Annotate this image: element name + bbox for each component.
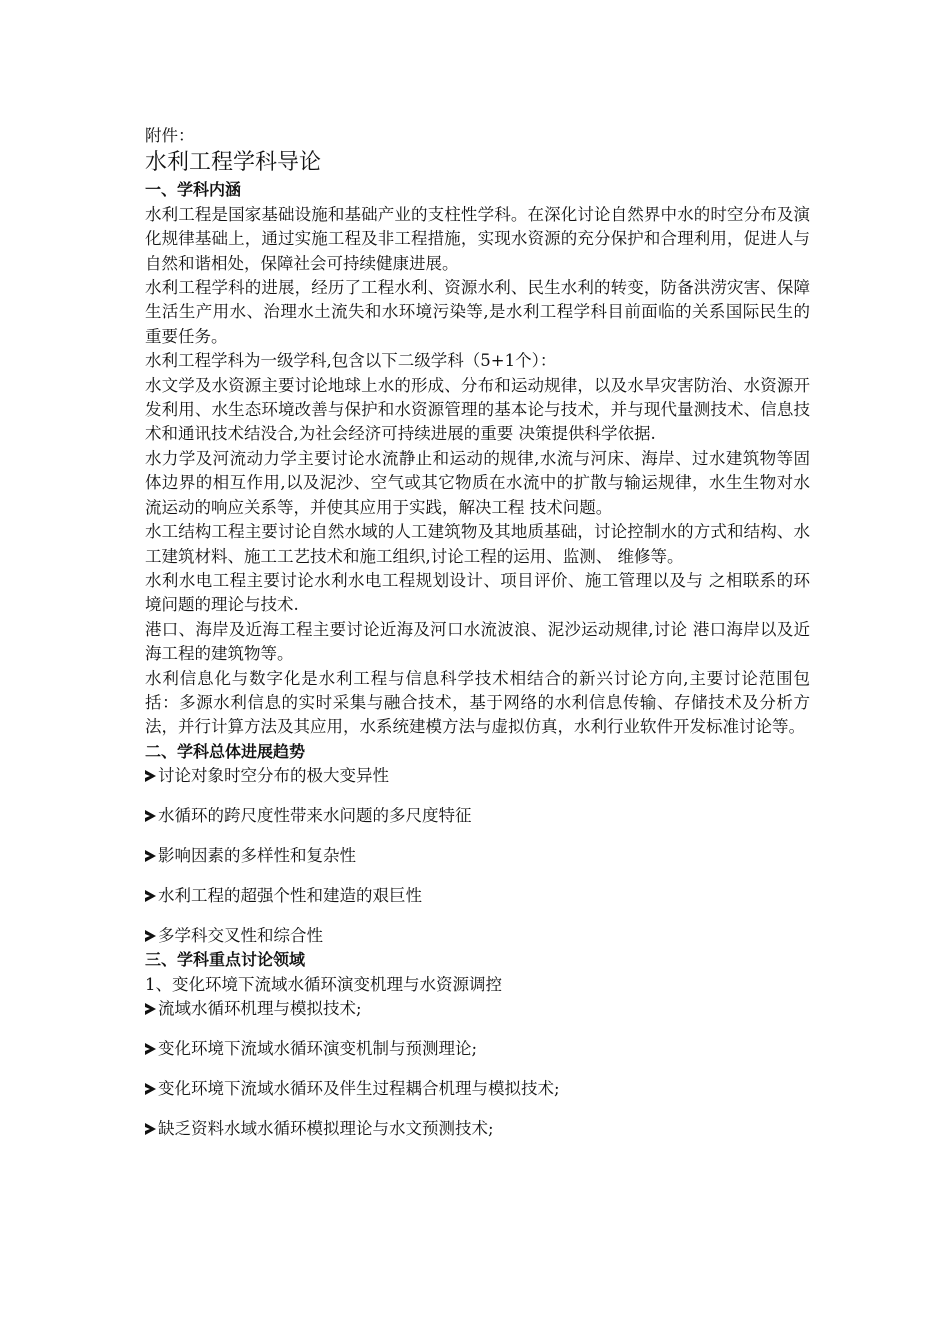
document-page — [145, 124, 810, 1157]
paragraph: 水利工程是国家基础设施和基础产业的支柱性学科。在深化讨论自然界中水的时空分布及演化规律基础上，通过实施工程及非工程措施，实现水资源的充分保护和合理利用，促进人与自然和谐相处，保障社会可持续健康进展。 — [145, 204, 810, 273]
list-item-text: 影响因素的多样性和复杂性 — [158, 846, 356, 866]
list-item-text: 讨论对象时空分布的极大变异性 — [158, 766, 389, 786]
document-title: 水利工程学科导论 — [145, 150, 322, 176]
attachment-label: 附件： — [145, 126, 195, 145]
list-item-text: 变化环境下流域水循环演变机制与预测理论; — [158, 1039, 478, 1059]
subheading: 1、变化环境下流域水循环演变机理与水资源调控 — [145, 974, 502, 994]
list-item-text: 缺乏资料水域水循环模拟理论与水文预测技术; — [158, 1119, 494, 1139]
arrow-bullet-icon — [145, 890, 156, 902]
arrow-bullet-icon — [145, 1043, 156, 1055]
list-item — [145, 1037, 810, 1061]
section-body-connotation — [145, 203, 810, 740]
list-item — [145, 1077, 810, 1101]
focus-list — [145, 997, 810, 1141]
list-item-text: 流域水循环机理与模拟技术; — [158, 999, 362, 1019]
paragraph: 水文学及水资源主要讨论地球上水的形成、分布和运动规律，以及水旱灾害防治、水资源开发利用、水生态环境改善与保护和水资源管理的基本论与技术，并与现代量测技术、信息技术和通讯技术结没合,为社会经济可持续进展的重要 决策提供科学依据. — [145, 375, 810, 444]
section-heading-trends: 二、学科总体进展趋势 — [145, 741, 306, 761]
list-item — [145, 884, 810, 908]
list-item-text: 水利工程的超强个性和建造的艰巨性 — [158, 886, 422, 906]
list-item-text: 水循环的跨尺度性带来水问题的多尺度特征 — [158, 806, 472, 826]
arrow-bullet-icon — [145, 1083, 156, 1095]
list-item — [145, 764, 810, 788]
arrow-bullet-icon — [145, 810, 156, 822]
list-item — [145, 924, 810, 948]
list-item — [145, 1117, 810, 1141]
paragraph: 港口、海岸及近海工程主要讨论近海及河口水流波浪、泥沙运动规律,讨论 港口海岸以及近海工程的建筑物等。 — [145, 619, 810, 664]
section-heading-focus-areas: 三、学科重点讨论领域 — [145, 950, 306, 970]
section-heading-connotation: 一、学科内涵 — [145, 180, 242, 200]
arrow-bullet-icon — [145, 1003, 156, 1015]
paragraph: 水利工程学科为一级学科,包含以下二级学科（5+1个）： — [145, 351, 557, 371]
paragraph: 水工结构工程主要讨论自然水域的人工建筑物及其地质基础，讨论控制水的方式和结构、水工建筑材料、施工工艺技术和施工组织,讨论工程的运用、监测、 维修等。 — [145, 522, 810, 566]
list-item — [145, 804, 810, 828]
arrow-bullet-icon — [145, 930, 156, 942]
list-item — [145, 844, 810, 868]
list-item-text: 变化环境下流域水循环及伴生过程耦合机理与模拟技术; — [158, 1079, 560, 1099]
arrow-bullet-icon — [145, 770, 156, 782]
arrow-bullet-icon — [145, 1123, 156, 1135]
paragraph: 水力学及河流动力学主要讨论水流静止和运动的规律,水流与河床、海岸、过水建筑物等固体边界的相互作用,以及泥沙、空气或其它物质在水流中的扩散与输运规律，水生生物对水流运动的响应关系等，并使其应用于实践，解决工程 技术问题。 — [145, 448, 810, 517]
paragraph: 水利工程学科的进展，经历了工程水利、资源水利、民生水利的转变，防备洪涝灾害、保障生活生产用水、治理水土流失和水环境污染等,是水利工程学科目前面临的关系国际民生的重要任务。 — [145, 278, 810, 346]
list-item-text: 多学科交叉性和综合性 — [158, 926, 323, 946]
paragraph: 水利信息化与数字化是水利工程与信息科学技术相结合的新兴讨论方向,主要讨论范围包括：多源水利信息的实时采集与融合技术，基于网络的水利信息传输、存储技术及分析方法，并行计算方法及其应用，水系统建模方法与虚拟仿真，水利行业软件开发标准讨论等。 — [145, 668, 810, 737]
arrow-bullet-icon — [145, 850, 156, 862]
trend-list — [145, 764, 810, 948]
paragraph: 水利水电工程主要讨论水利水电工程规划设计、项目评价、施工管理以及与 之相联系的环境问题的理论与技术. — [145, 570, 810, 615]
list-item — [145, 997, 810, 1021]
